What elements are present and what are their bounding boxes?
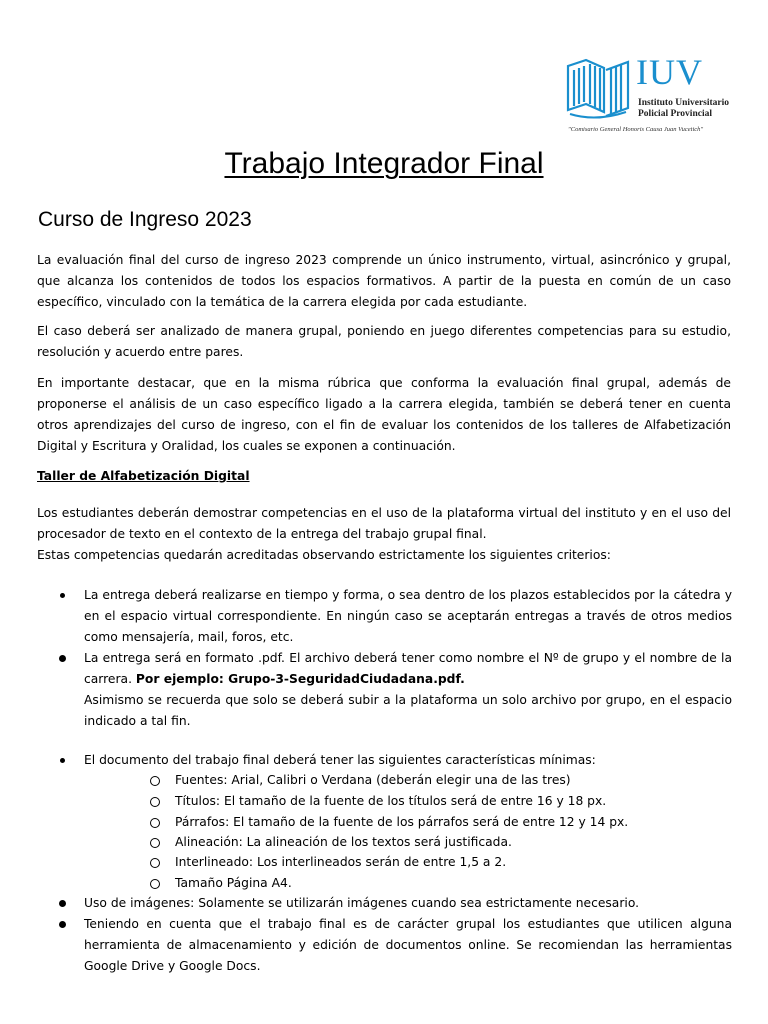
paragraph-2: El caso deberá ser analizado de manera grupal, poniendo en juego diferentes competencias para su estudio, resolución y acuerdo entre pares. [37, 324, 731, 359]
bullet-item-2-extra: Asimismo se recuerda que solo se deberá subir a la plataforma un solo archivo por grupo, en el espacio indicado a tal fin. [84, 693, 732, 728]
sub-item-titulos: Títulos: El tamaño de la fuente de los títulos será de entre 16 y 18 px. [175, 794, 607, 808]
sub-item-interlineado: Interlineado: Los interlineados serán de entre 1,5 a 2. [175, 855, 507, 869]
sub-item-fuentes: Fuentes: Arial, Calibri o Verdana (deberán elegir una de las tres) [175, 773, 571, 787]
list-bullet [60, 648, 70, 669]
list-bullet [60, 893, 70, 914]
sub-bullet-circle [150, 797, 160, 807]
section-intro-1: Los estudiantes deberán demostrar competencias en el uso de la plataforma virtual del instituto y en el uso del procesador de texto en el contexto de la entrega del trabajo grupal final. [37, 506, 731, 541]
section-intro-2: Estas competencias quedarán acreditadas observando estrictamente los siguientes criterios: [37, 548, 611, 562]
logo-institution-name [638, 98, 729, 120]
logo-acronym: IUV [636, 52, 703, 92]
bullet-item-2 [84, 648, 732, 732]
paragraph-1: La evaluación final del curso de ingreso 2023 comprende un único instrumento, virtual, asincrónico y grupal, que alcanza los contenidos de todos los espacios formativos. A partir de la puesta en común de un caso específico, vinculado con la temática de la carrera elegida por cada estudiante. [37, 253, 731, 309]
page-title [0, 146, 768, 182]
page-subtitle: Curso de Ingreso 2023 [38, 208, 252, 231]
page-title-text: Trabajo Integrador Final [224, 147, 544, 180]
bullet-item-1: La entrega deberá realizarse en tiempo y forma, o sea dentro de los plazos establecidos por la cátedra y en el espacio virtual correspondiente. En ningún caso se aceptarán entregas a través de otros medios como mensajería, mail, foros, etc. [84, 588, 732, 644]
sub-item-parrafos: Párrafos: El tamaño de la fuente de los párrafos será de entre 12 y 14 px. [175, 815, 629, 829]
bullet-item-3: El documento del trabajo final deberá tener las siguientes características mínimas: [84, 753, 596, 767]
paragraph-3: En importante destacar, que en la misma rúbrica que conforma la evaluación final grupal, además de proponerse el análisis de un caso específico ligado a la carrera elegida, también se deberá tener en cuenta otros aprendizajes del curso de ingreso, con el fin de evaluar los contenidos de los talleres de Alfabetización Digital y Escritura y Oralidad, los cuales se exponen a continuación. [37, 376, 731, 453]
list-bullet [60, 914, 70, 935]
bullet-item-2-example: Por ejemplo: Grupo-3-SeguridadCiudadana.pdf. [135, 672, 465, 686]
bullet-item-2-text: La entrega será en formato .pdf. El archivo deberá tener como nombre el Nº de grupo y el nombre de la carrera. [84, 651, 732, 686]
list-bullet [60, 750, 70, 771]
sub-bullet-circle [150, 818, 160, 828]
sub-item-tamano: Tamaño Página A4. [175, 876, 292, 890]
logo-name-line1: Instituto Universitario [638, 98, 730, 108]
sub-bullet-circle [150, 838, 160, 848]
logo-emblem-icon [566, 52, 632, 124]
sub-bullet-circle [150, 776, 160, 786]
institution-logo [566, 52, 736, 140]
list-bullet [60, 585, 70, 606]
sub-bullet-circle [150, 858, 160, 868]
bullet-item-4: Uso de imágenes: Solamente se utilizarán imágenes cuando sea estrictamente necesario. [84, 896, 640, 910]
bullet-item-5: Teniendo en cuenta que el trabajo final es de carácter grupal los estudiantes que utilicen alguna herramienta de almacenamiento y edición de documentos online. Se recomiendan las herramientas Google Drive y Google Docs. [84, 917, 732, 973]
logo-name-line2: Policial Provincial [638, 109, 712, 119]
section-heading: Taller de Alfabetización Digital [37, 469, 250, 483]
sub-item-alineacion: Alineación: La alineación de los textos será justificada. [175, 835, 512, 849]
sub-bullet-circle [150, 879, 160, 889]
logo-motto: "Comisario General Honoris Causa Juan Vucetich" [568, 126, 704, 133]
